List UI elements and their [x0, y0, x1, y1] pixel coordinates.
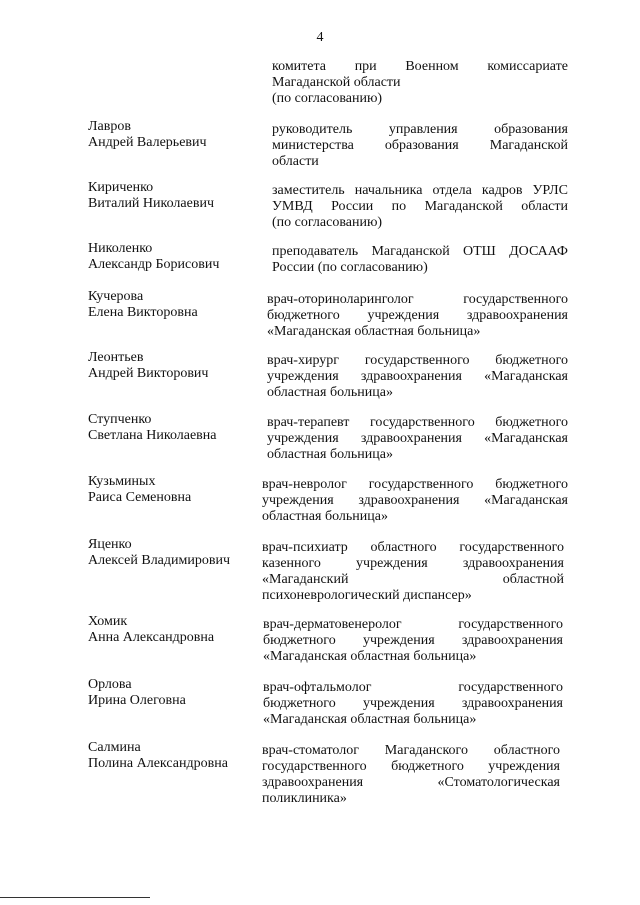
position-line: бюджетного учреждения здравоохранения [263, 633, 563, 648]
member-name [88, 289, 258, 321]
page-number: 4 [316, 30, 324, 45]
member-given-name: Елена Викторовна [88, 305, 198, 320]
position-line: здравоохранения «Стоматологическая [262, 775, 560, 790]
member-position [267, 415, 568, 463]
position-line: областная больница» [262, 509, 388, 524]
member-name [88, 350, 258, 382]
position-line: психоневрологический диспансер» [262, 588, 472, 603]
position-line: врач-терапевт государственного бюджетного [267, 415, 568, 430]
member-position [267, 292, 568, 340]
member-name [88, 474, 258, 506]
continuation-text [272, 59, 568, 107]
position-line: врач-стоматолог Магаданского областного [262, 743, 560, 758]
position-line: преподаватель Магаданской ОТШ ДОСААФ [272, 244, 568, 259]
member-position [272, 244, 568, 276]
position-line: «Магаданская областная больница» [263, 649, 477, 664]
position-line: учреждения здравоохранения «Магаданская [267, 431, 568, 446]
position-line: области [272, 154, 319, 169]
position-line: врач-офтальмолог государственного [263, 680, 563, 695]
member-position [267, 353, 568, 401]
position-line: УМВД России по Магаданской области [272, 199, 568, 214]
member-given-name: Андрей Валерьевич [88, 135, 207, 150]
member-name [88, 412, 258, 444]
member-name [88, 241, 258, 273]
member-position [272, 122, 568, 170]
member-surname: Яценко [88, 537, 132, 552]
position-line: руководитель управления образования [272, 122, 568, 137]
position-line: областная больница» [267, 385, 393, 400]
member-given-name: Ирина Олеговна [88, 693, 186, 708]
position-line: учреждения здравоохранения «Магаданская [267, 369, 568, 384]
position-line: «Магаданская областная больница» [267, 324, 481, 339]
member-position [263, 617, 563, 665]
position-line: врач-психиатр областного государственного [262, 540, 564, 555]
member-given-name: Светлана Николаевна [88, 428, 217, 443]
continuation-line: Магаданской области [272, 75, 401, 90]
member-name [88, 180, 258, 212]
member-given-name: Андрей Викторович [88, 366, 209, 381]
position-line: врач-хирург государственного бюджетного [267, 353, 568, 368]
position-line: казенного учреждения здравоохранения [262, 556, 564, 571]
position-line: государственного бюджетного учреждения [262, 759, 560, 774]
member-position [262, 477, 568, 525]
member-surname: Орлова [88, 677, 132, 692]
member-name [88, 119, 258, 151]
member-name [88, 740, 258, 772]
member-surname: Кузьминых [88, 474, 156, 489]
member-given-name: Анна Александровна [88, 630, 215, 645]
member-given-name: Александр Борисович [88, 257, 220, 272]
position-line: врач-оториноларинголог государственного [267, 292, 568, 307]
position-line: учреждения здравоохранения «Магаданская [262, 493, 568, 508]
position-line: «Магаданская областная больница» [263, 712, 477, 727]
member-surname: Кириченко [88, 180, 154, 195]
position-line: министерства образования Магаданской [272, 138, 568, 153]
member-surname: Ступченко [88, 412, 152, 427]
position-line: (по согласованию) [272, 215, 383, 230]
position-line: заместитель начальника отдела кадров УРЛС [272, 183, 568, 198]
position-line: бюджетного учреждения здравоохранения [267, 308, 568, 323]
position-line: областная больница» [267, 447, 393, 462]
position-line: врач-невролог государственного бюджетного [262, 477, 568, 492]
position-line: врач-дерматовенеролог государственного [263, 617, 563, 632]
member-given-name: Полина Александровна [88, 756, 228, 771]
member-surname: Салмина [88, 740, 141, 755]
member-name [88, 537, 258, 569]
member-given-name: Алексей Владимирович [88, 553, 231, 568]
continuation-line: комитета при Военном комиссариате [272, 59, 568, 74]
member-position [262, 743, 560, 807]
continuation-line: (по согласованию) [272, 91, 383, 106]
member-position [262, 540, 564, 604]
member-name [88, 677, 258, 709]
position-line: бюджетного учреждения здравоохранения [263, 696, 563, 711]
member-name [88, 614, 258, 646]
member-position [272, 183, 568, 231]
member-surname: Хомик [88, 614, 128, 629]
position-line: поликлиника» [262, 791, 347, 806]
position-line: России (по согласованию) [272, 260, 428, 275]
footer-divider [0, 897, 150, 898]
member-given-name: Виталий Николаевич [88, 196, 214, 211]
member-given-name: Раиса Семеновна [88, 490, 192, 505]
member-surname: Лавров [88, 119, 131, 134]
member-surname: Николенко [88, 241, 153, 256]
position-line: «Магаданский областной [262, 572, 564, 587]
member-surname: Кучерова [88, 289, 144, 304]
member-position [263, 680, 563, 728]
member-surname: Леонтьев [88, 350, 144, 365]
